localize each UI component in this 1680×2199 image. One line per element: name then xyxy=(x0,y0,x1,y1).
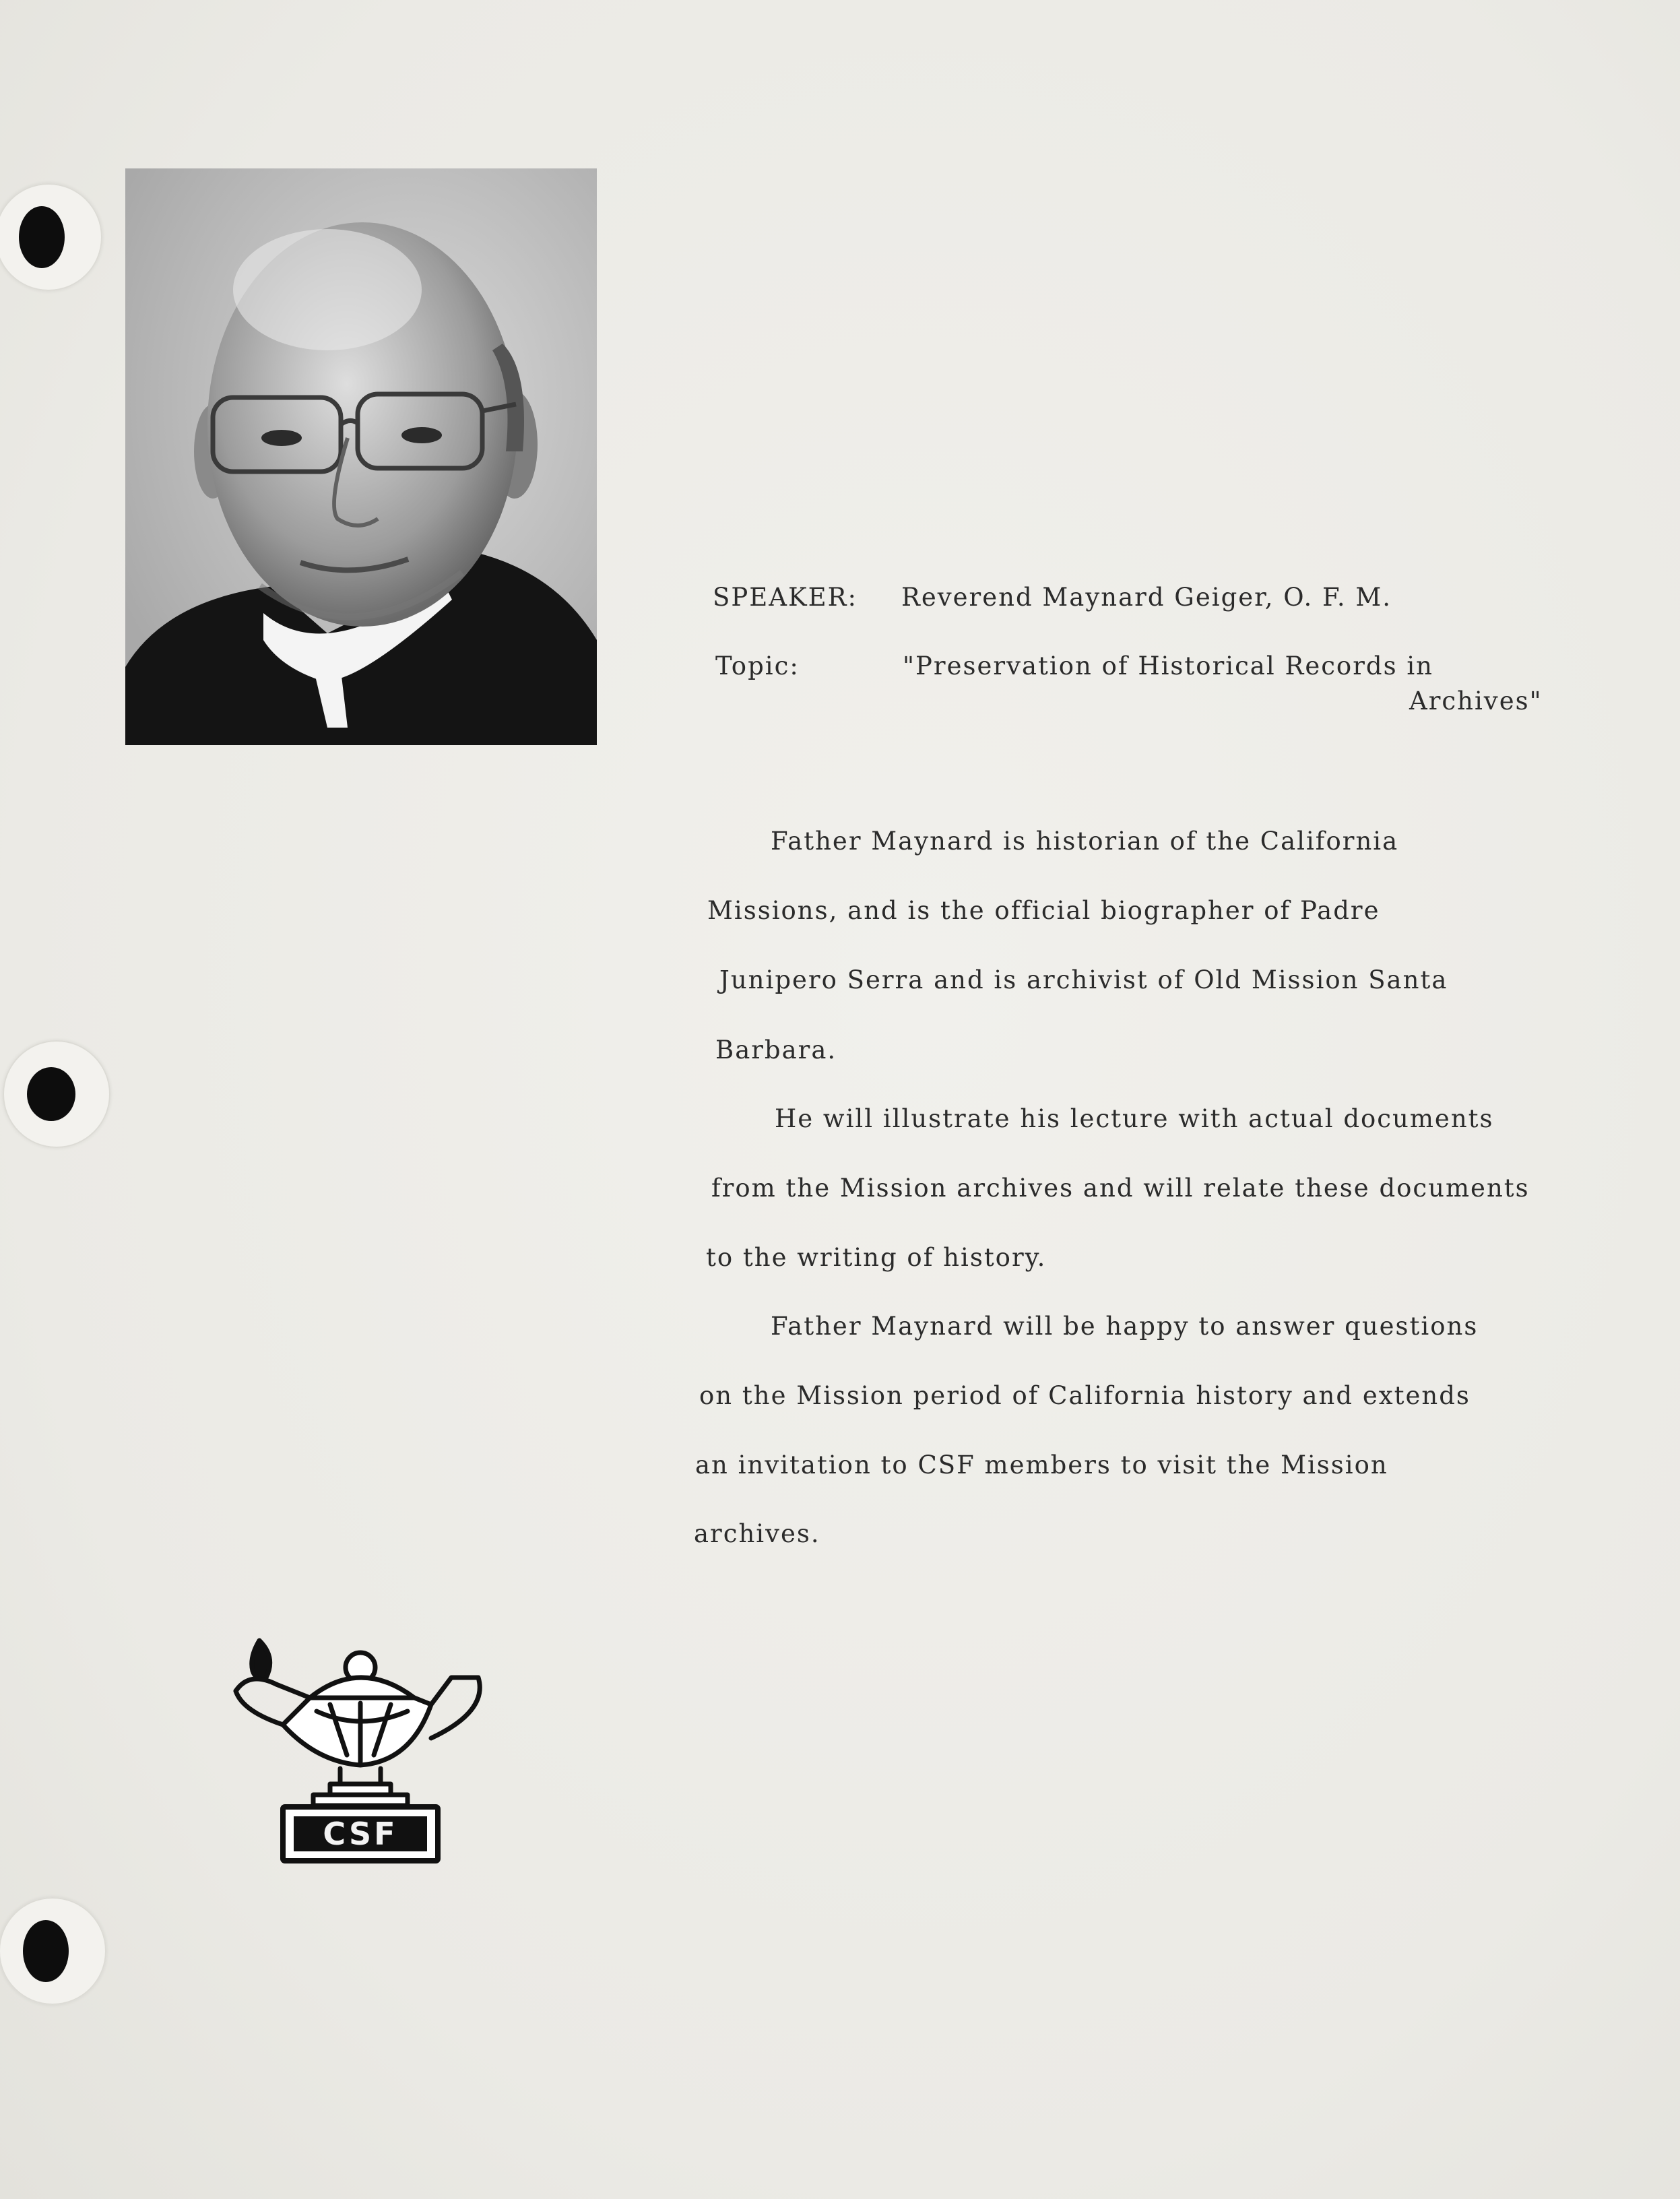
body-line: Missions, and is the official biographer of Padre xyxy=(707,896,1380,925)
binder-hole-middle xyxy=(3,1040,110,1148)
body-line: on the Mission period of California history and extends xyxy=(699,1381,1471,1410)
speaker-name: Reverend Maynard Geiger, O. F. M. xyxy=(901,583,1392,612)
topic-title-line2: Archives" xyxy=(1409,687,1543,715)
binder-hole-bottom xyxy=(0,1897,106,2005)
body-line: to the writing of history. xyxy=(706,1243,1047,1272)
body-line: an invitation to CSF members to visit the Mission xyxy=(695,1451,1388,1479)
body-line: Father Maynard will be happy to answer questions xyxy=(771,1312,1479,1341)
body-line: Junipero Serra and is archivist of Old Mission Santa xyxy=(719,965,1448,994)
oil-lamp-icon xyxy=(229,1630,498,1873)
topic-title-line1: "Preservation of Historical Records in xyxy=(903,651,1433,680)
csf-lamp-logo xyxy=(229,1630,498,1873)
body-line: Barbara. xyxy=(715,1035,837,1064)
body-line: Father Maynard is historian of the California xyxy=(771,827,1399,856)
logo-text: CSF xyxy=(323,1816,398,1852)
body-line: from the Mission archives and will relate these documents xyxy=(711,1174,1530,1203)
binder-hole-top xyxy=(0,183,102,291)
speaker-portrait-photo xyxy=(125,168,597,745)
body-line: He will illustrate his lecture with actual documents xyxy=(775,1104,1494,1133)
speaker-label: SPEAKER: xyxy=(713,583,858,612)
topic-label: Topic: xyxy=(715,651,800,680)
body-line: archives. xyxy=(694,1519,820,1548)
